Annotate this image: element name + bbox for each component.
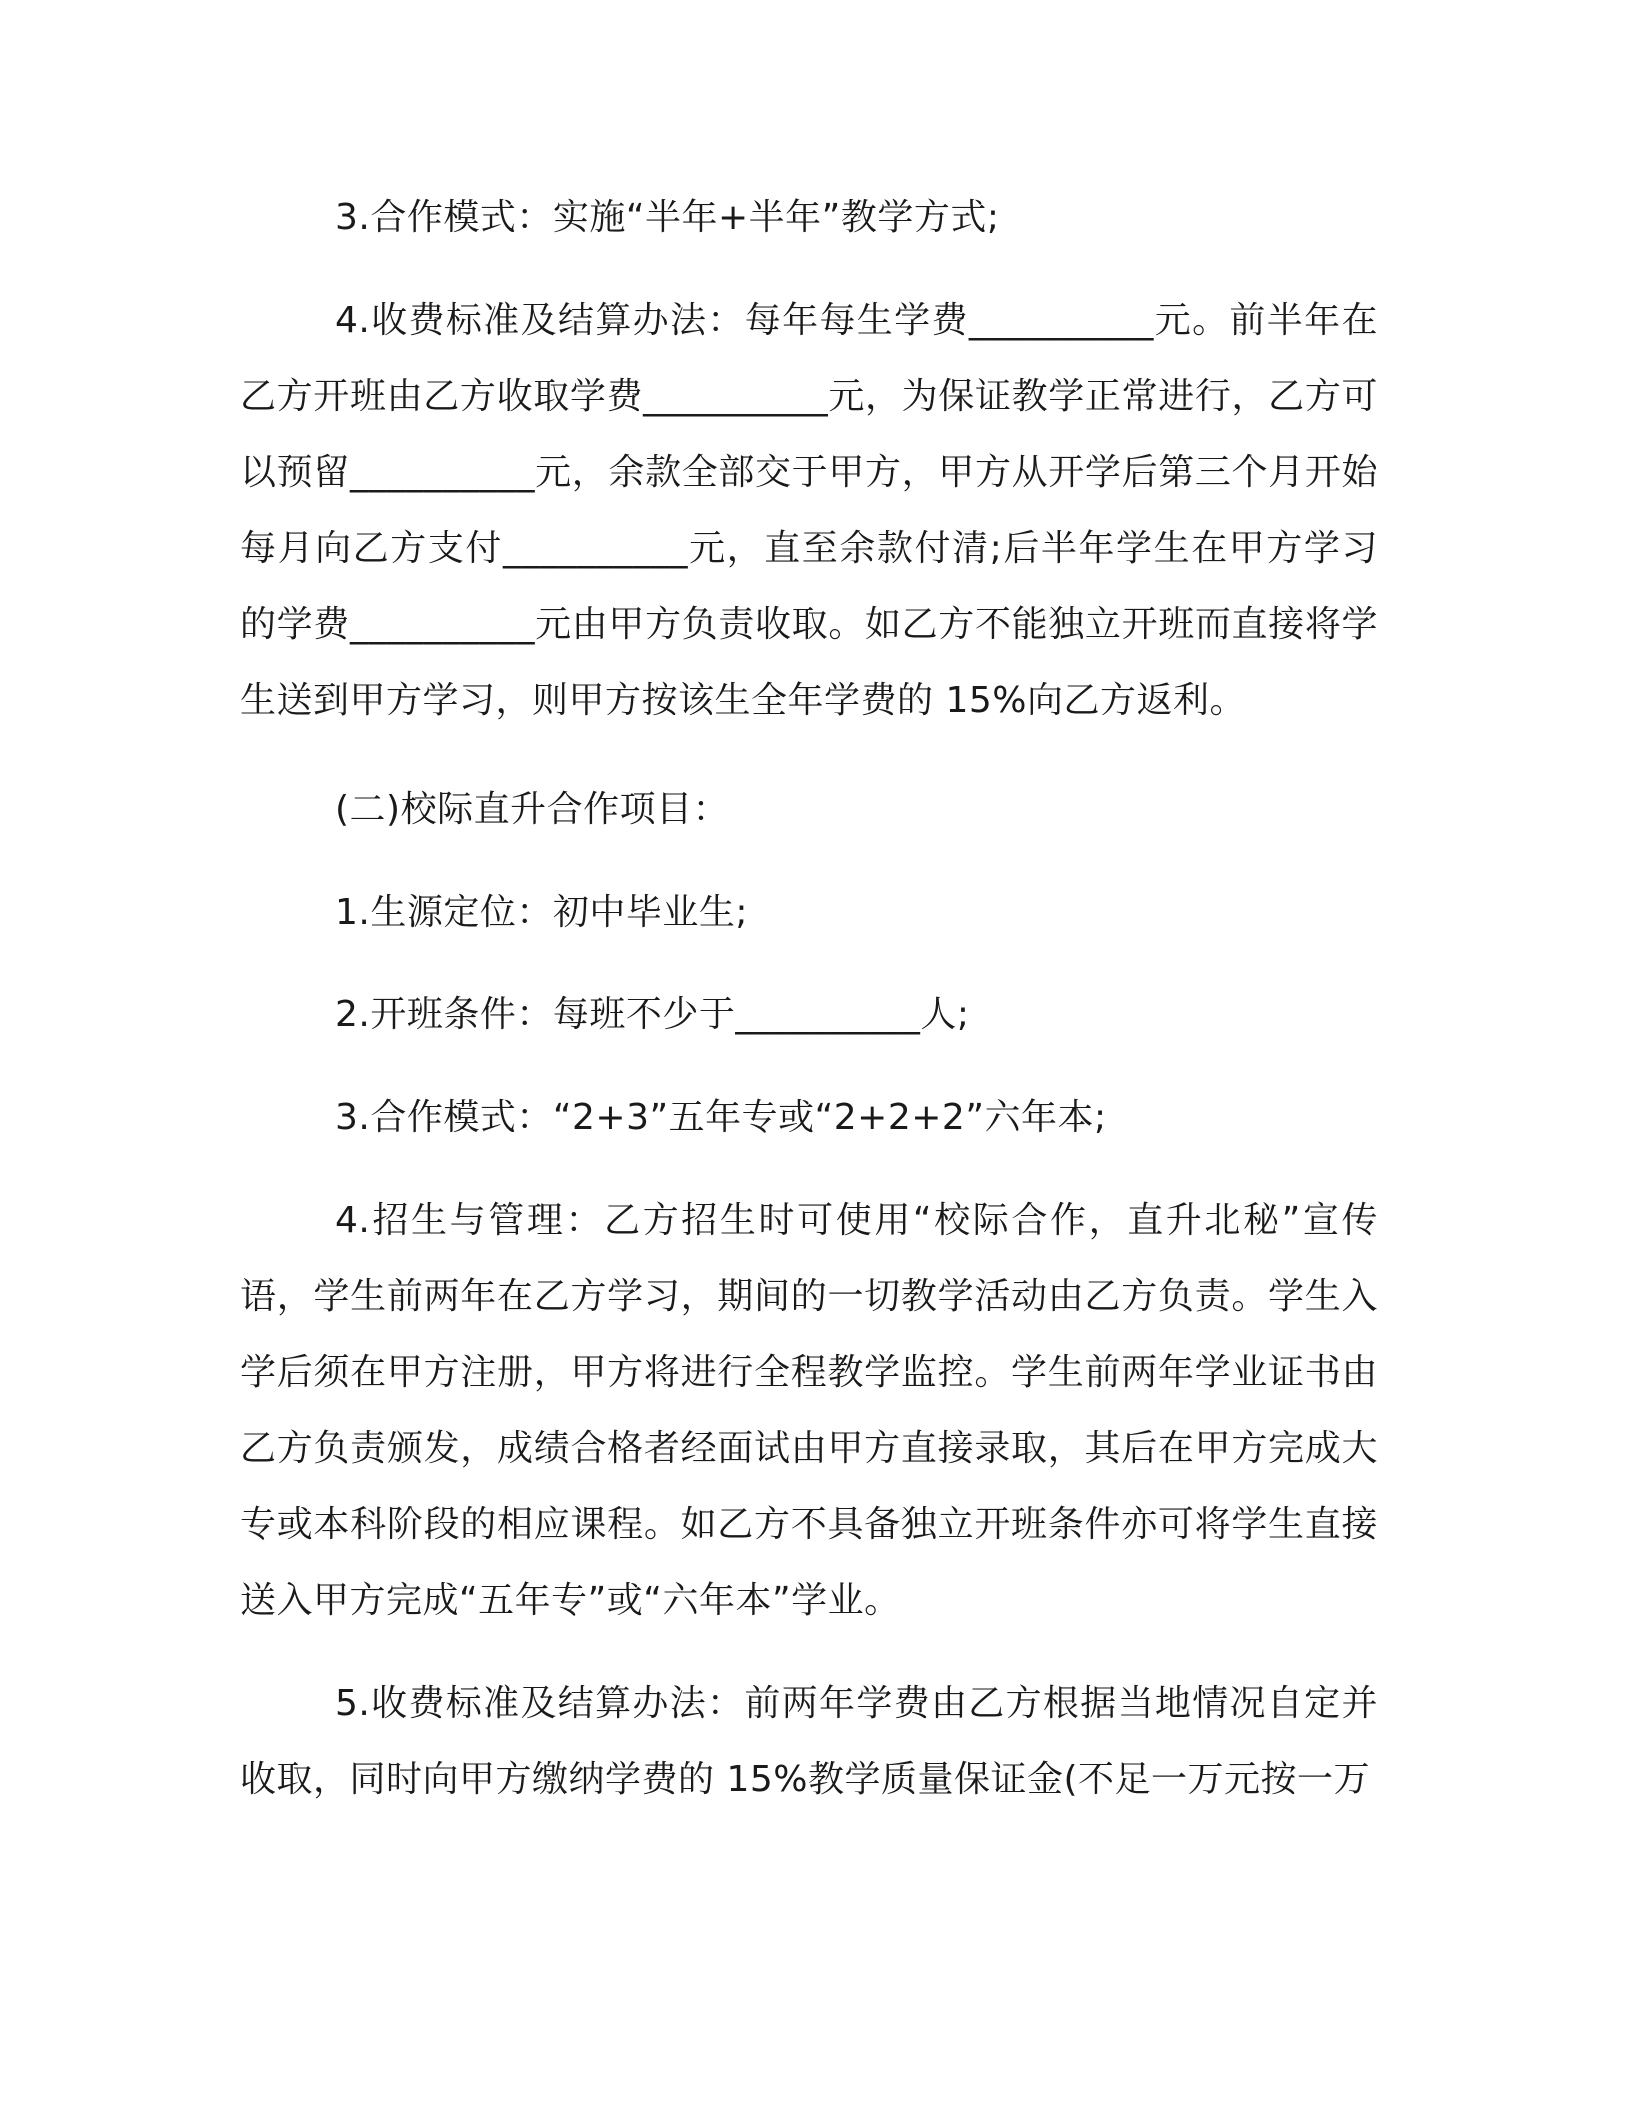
paragraph-fee-settlement-half-year: 4.收费标准及结算办法：每年每生学费__________元。前半年在乙方开班由乙方收取学费__________元，为保证教学正常进行，乙方可以预留__________元，余款全部交于甲方，甲方从开学后第三个月开始每月向乙方支付__________元，直至余款付清;后半年学生在甲方学习的学费__________元由甲方负责收取。如乙方不能独立开班而直接将学生送到甲方学习，则甲方按该生全年学费的 15%向乙方返利。 <box>240 300 1378 721</box>
paragraph-cooperation-mode-direct: 3.合作模式：“2+3”五年专或“2+2+2”六年本; <box>335 1097 1107 1138</box>
paragraph-student-source: 1.生源定位：初中毕业生; <box>335 892 748 933</box>
paragraph-cooperation-mode-half-year: 3.合作模式：实施“半年+半年”教学方式; <box>335 197 1000 238</box>
paragraph-class-conditions: 2.开班条件：每班不少于__________人; <box>335 994 970 1035</box>
paragraph-section-heading-direct-promotion: (二)校际直升合作项目： <box>335 789 730 830</box>
paragraph-fee-settlement-direct: 5.收费标准及结算办法：前两年学费由乙方根据当地情况自定并收取，同时向甲方缴纳学费的 15%教学质量保证金(不足一万元按一万 <box>240 1683 1378 1800</box>
paragraph-enrollment-management: 4.招生与管理：乙方招生时可使用“校际合作，直升北秘”宣传语，学生前两年在乙方学习，期间的一切教学活动由乙方负责。学生入学后须在甲方注册，甲方将进行全程教学监控。学生前两年学业证书由乙方负责颁发，成绩合格者经面试由甲方直接录取，其后在甲方完成大专或本科阶段的相应课程。如乙方不具备独立开班条件亦可将学生直接送入甲方完成“五年专”或“六年本”学业。 <box>240 1200 1378 1621</box>
